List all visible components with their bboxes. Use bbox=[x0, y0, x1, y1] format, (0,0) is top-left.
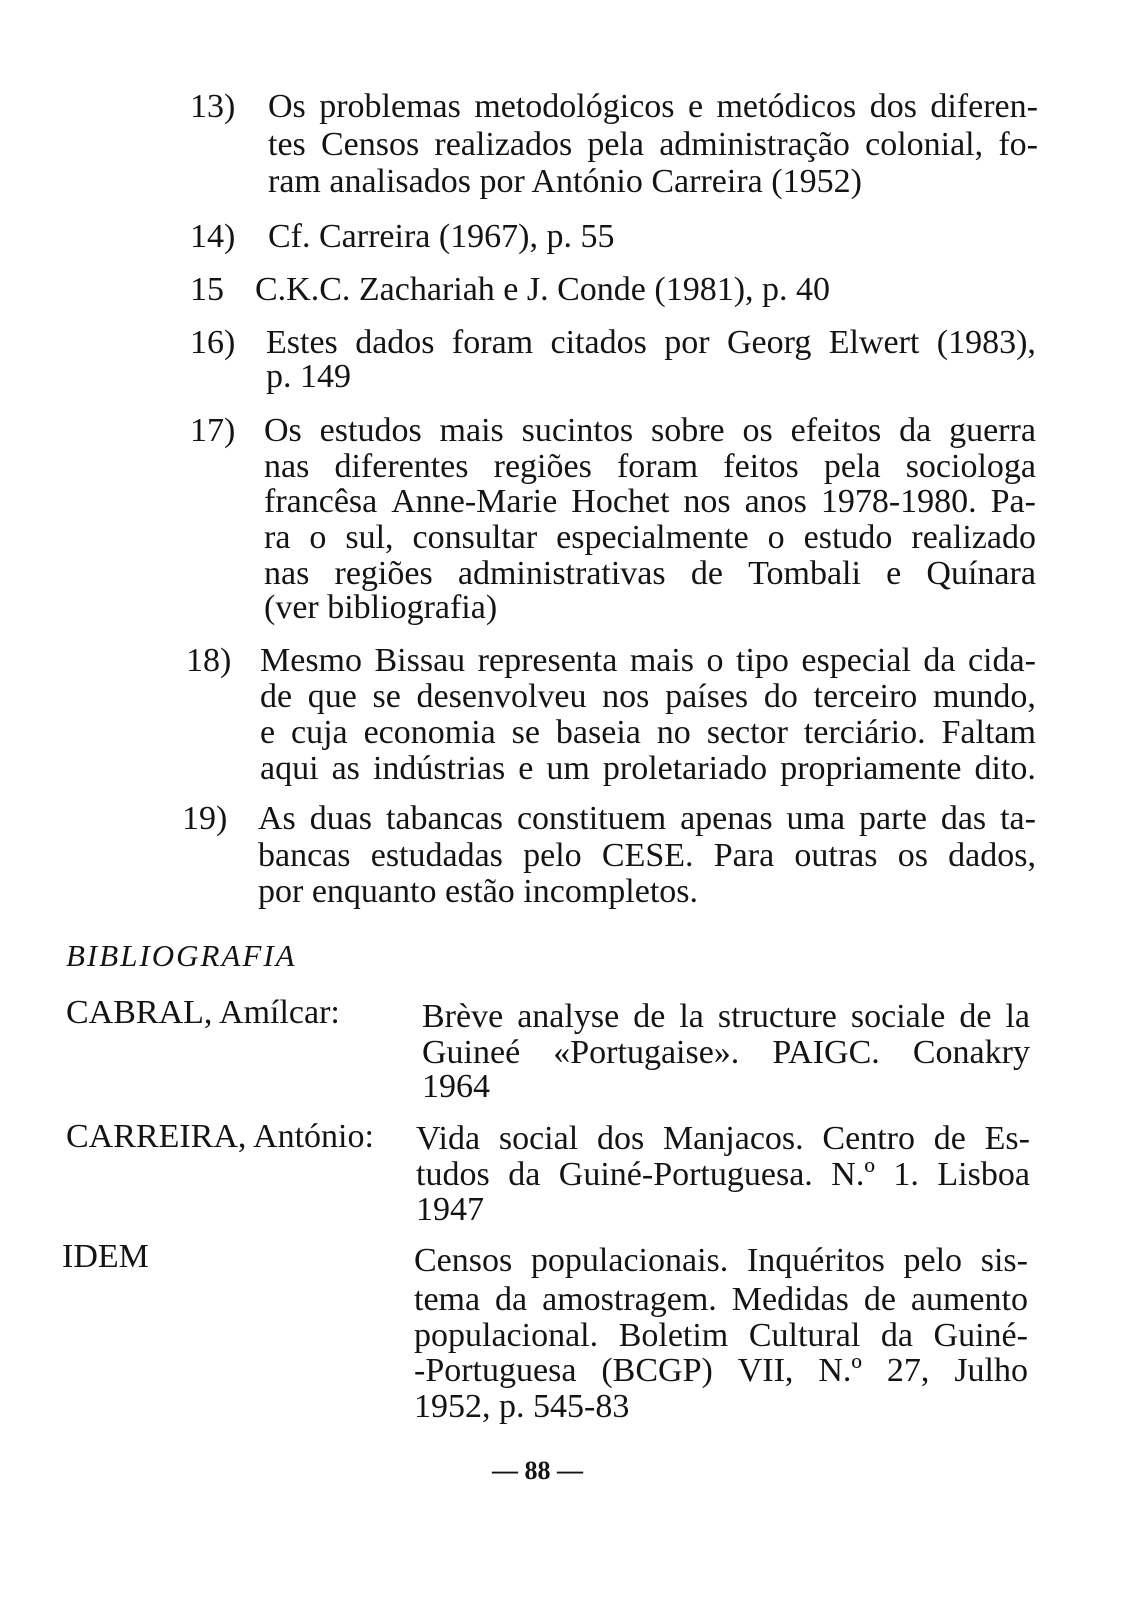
bibliography-entry-cabral-line-1 bbox=[422, 1000, 1030, 1034]
word: do bbox=[763, 678, 798, 715]
word: nos bbox=[602, 678, 650, 715]
word: mundo, bbox=[932, 678, 1036, 715]
word: 27, bbox=[886, 1352, 930, 1389]
word: o bbox=[706, 642, 724, 679]
word: -Portuguesa bbox=[414, 1352, 577, 1389]
bibliography-entry-idem-line-2 bbox=[414, 1283, 1028, 1317]
word: e bbox=[518, 750, 534, 787]
footnote-18-line-2 bbox=[260, 680, 1036, 714]
word: aqui bbox=[260, 750, 319, 787]
word: «Portugaise». bbox=[553, 1034, 740, 1071]
word: duas bbox=[309, 800, 373, 837]
word: feitos bbox=[723, 448, 799, 485]
word: por bbox=[664, 324, 710, 361]
word: colonial, bbox=[865, 126, 984, 163]
bibliography-entry-idem-line-3 bbox=[414, 1319, 1028, 1353]
word: bancas bbox=[258, 837, 351, 874]
footnote-17-line-1 bbox=[264, 414, 1036, 448]
word: os bbox=[897, 837, 928, 874]
word: Anne-Marie bbox=[391, 483, 558, 520]
word: populacional. bbox=[414, 1317, 599, 1354]
word: la bbox=[679, 998, 704, 1035]
word: VII, bbox=[737, 1352, 794, 1389]
word: no bbox=[656, 714, 691, 751]
word: sociologa bbox=[905, 448, 1036, 485]
word: da bbox=[899, 412, 932, 449]
word: proletariado bbox=[602, 750, 768, 787]
footnote-16-line-1 bbox=[266, 326, 1036, 360]
word: um bbox=[546, 750, 590, 787]
word: Boletim bbox=[618, 1317, 729, 1354]
word: Censos bbox=[320, 126, 420, 163]
word: se bbox=[372, 678, 401, 715]
word: tudos bbox=[416, 1156, 490, 1193]
word: pela bbox=[587, 126, 645, 163]
word: da bbox=[880, 1317, 913, 1354]
word: constituem bbox=[516, 800, 667, 837]
word: sociale bbox=[850, 998, 946, 1035]
word: cuja bbox=[291, 714, 348, 751]
word: metodológicos bbox=[474, 88, 675, 125]
word: efeitos bbox=[790, 412, 882, 449]
word: regiões bbox=[493, 448, 592, 485]
word: Mesmo bbox=[260, 642, 362, 679]
word: diferentes bbox=[334, 448, 469, 485]
word: problemas bbox=[319, 88, 461, 125]
word: o bbox=[309, 519, 327, 556]
footnote-17-line-4 bbox=[264, 521, 1036, 555]
word: da bbox=[495, 1281, 528, 1318]
word: Quínara bbox=[926, 555, 1036, 592]
word: Bissau bbox=[374, 642, 466, 679]
word: pelo bbox=[523, 837, 582, 874]
word: Guiné-Portuguesa. bbox=[558, 1156, 813, 1193]
word: cida- bbox=[967, 642, 1036, 679]
word: que bbox=[307, 678, 357, 715]
word: de bbox=[260, 678, 293, 715]
word: especialmente bbox=[556, 519, 749, 556]
footnote-17-line-5 bbox=[264, 557, 1036, 591]
footnote-18-number: 18) bbox=[186, 642, 232, 679]
footnote-16-line-2: p. 149 bbox=[266, 358, 351, 395]
word: baseia bbox=[555, 714, 641, 751]
word: Pa- bbox=[990, 483, 1036, 520]
word: Os bbox=[264, 412, 302, 449]
word: As bbox=[258, 800, 296, 837]
word: sul, bbox=[345, 519, 394, 556]
footnote-14-number: 14) bbox=[190, 218, 236, 255]
word: o bbox=[767, 519, 785, 556]
word: guerra bbox=[949, 412, 1036, 449]
footnote-17-line-2 bbox=[264, 450, 1036, 484]
word: e bbox=[886, 555, 902, 592]
word: la bbox=[1005, 998, 1030, 1035]
word: Elwert bbox=[828, 324, 920, 361]
word: ta- bbox=[1000, 800, 1036, 837]
footnote-13-line-1 bbox=[268, 90, 1038, 124]
bibliography-entry-carreira-line-1 bbox=[416, 1122, 1030, 1156]
footnote-14-line-1: Cf. Carreira (1967), p. 55 bbox=[268, 218, 615, 255]
word: as bbox=[331, 750, 360, 787]
word: de bbox=[633, 998, 666, 1035]
word: realizados bbox=[434, 126, 573, 163]
word: mais bbox=[439, 412, 504, 449]
word: realizado bbox=[911, 519, 1036, 556]
bibliography-author-idem: IDEM bbox=[62, 1238, 149, 1275]
footnote-19-number: 19) bbox=[182, 800, 228, 837]
bibliography-entry-idem-line-4 bbox=[414, 1354, 1028, 1388]
footnote-17-line-6: (ver bibliografia) bbox=[264, 589, 498, 626]
word: Conakry bbox=[912, 1034, 1030, 1071]
footnote-13-line-3: ram analisados por António Carreira (1952) bbox=[268, 163, 862, 200]
word: pelo bbox=[903, 1242, 963, 1279]
word: foram bbox=[451, 324, 534, 361]
word: administrativas bbox=[457, 555, 666, 592]
word: indústrias bbox=[372, 750, 506, 787]
bibliography-entry-idem-line-5: 1952, p. 545-83 bbox=[414, 1388, 630, 1425]
bibliography-author-cabral: CABRAL, Amílcar: bbox=[66, 994, 340, 1031]
word: consultar bbox=[412, 519, 538, 556]
word: citados bbox=[550, 324, 647, 361]
word: amostragem. bbox=[542, 1281, 717, 1318]
footnote-18-line-1 bbox=[260, 644, 1036, 678]
word: terciário. bbox=[803, 714, 926, 751]
word: economia bbox=[363, 714, 496, 751]
word: das bbox=[940, 800, 987, 837]
word: Inquéritos bbox=[746, 1242, 885, 1279]
word: sobre bbox=[650, 412, 725, 449]
footnote-17-line-3 bbox=[264, 485, 1036, 519]
word: N.º bbox=[818, 1352, 862, 1389]
word: Lisboa bbox=[937, 1156, 1030, 1193]
word: anos bbox=[744, 483, 807, 520]
footnote-15-number: 15 bbox=[190, 271, 224, 308]
word: de bbox=[690, 555, 723, 592]
word: Tombali bbox=[748, 555, 861, 592]
word: mais bbox=[629, 642, 695, 679]
word: Georg bbox=[726, 324, 812, 361]
word: desenvolveu bbox=[416, 678, 587, 715]
word: Medidas bbox=[731, 1281, 849, 1318]
footnote-19-line-3: por enquanto estão incompletos. bbox=[258, 873, 699, 910]
word: analyse bbox=[517, 998, 620, 1035]
word: representa bbox=[477, 642, 618, 679]
footnote-18-line-4 bbox=[260, 752, 1036, 786]
word: (1983), bbox=[936, 324, 1036, 361]
word: social bbox=[498, 1120, 579, 1157]
word: Vida bbox=[416, 1120, 481, 1157]
word: da bbox=[508, 1156, 541, 1193]
word: da bbox=[923, 642, 956, 679]
word: sucintos bbox=[521, 412, 634, 449]
word: francêsa bbox=[264, 483, 378, 520]
word: tipo bbox=[736, 642, 789, 679]
word: pela bbox=[823, 448, 881, 485]
bibliography-author-carreira: CARREIRA, António: bbox=[66, 1118, 374, 1155]
word: Os bbox=[268, 88, 306, 125]
footnote-19-line-2 bbox=[258, 839, 1036, 873]
word: aumento bbox=[910, 1281, 1028, 1318]
word: populacionais. bbox=[530, 1242, 729, 1279]
word: Guineé bbox=[422, 1034, 521, 1071]
word: Manjacos. bbox=[662, 1120, 804, 1157]
word: nas bbox=[264, 448, 310, 485]
footnote-18-line-3 bbox=[260, 716, 1036, 750]
word: uma bbox=[786, 800, 846, 837]
word: dito. bbox=[974, 750, 1036, 787]
word: outras bbox=[794, 837, 878, 874]
bibliography-entry-carreira-line-3: 1947 bbox=[416, 1191, 484, 1228]
word: parte bbox=[858, 800, 927, 837]
word: Estes bbox=[266, 324, 338, 361]
word: dados, bbox=[948, 837, 1036, 874]
word: sector bbox=[706, 714, 788, 751]
word: Hochet bbox=[571, 483, 670, 520]
word: N.º bbox=[831, 1156, 875, 1193]
word: administração bbox=[659, 126, 850, 163]
word: Para bbox=[713, 837, 775, 874]
word: PAIGC. bbox=[772, 1034, 880, 1071]
bibliography-entry-idem-line-1 bbox=[414, 1244, 1028, 1278]
word: se bbox=[511, 714, 540, 751]
word: ra bbox=[264, 519, 291, 556]
footnote-13-line-2 bbox=[268, 128, 1038, 162]
word: os bbox=[742, 412, 773, 449]
footnote-15-line-1: C.K.C. Zachariah e J. Conde (1981), p. 40 bbox=[255, 271, 831, 308]
word: tema bbox=[414, 1281, 481, 1318]
word: países bbox=[665, 678, 749, 715]
word: (BCGP) bbox=[601, 1352, 713, 1389]
word: e bbox=[687, 88, 704, 125]
word: tabancas bbox=[385, 800, 504, 837]
word: Censos bbox=[414, 1242, 513, 1279]
word: 1978-1980. bbox=[820, 483, 977, 520]
word: estudos bbox=[319, 412, 422, 449]
word: terceiro bbox=[813, 678, 918, 715]
word: estudo bbox=[803, 519, 893, 556]
word: especial bbox=[801, 642, 911, 679]
word: Brève bbox=[422, 998, 504, 1035]
word: Faltam bbox=[941, 714, 1036, 751]
word: Guiné- bbox=[933, 1317, 1028, 1354]
word: propriamente bbox=[780, 750, 962, 787]
bibliography-entry-cabral-line-2 bbox=[422, 1036, 1030, 1070]
page-number: — 88 — bbox=[492, 1456, 583, 1485]
word: e bbox=[260, 714, 276, 751]
word: de bbox=[959, 998, 992, 1035]
word: de bbox=[933, 1120, 966, 1157]
word: apenas bbox=[680, 800, 773, 837]
word: Es- bbox=[984, 1120, 1030, 1157]
word: structure bbox=[717, 998, 837, 1035]
footnote-16-number: 16) bbox=[190, 324, 236, 361]
word: regiões bbox=[334, 555, 433, 592]
word: diferen- bbox=[930, 88, 1038, 125]
word: sis- bbox=[980, 1242, 1028, 1279]
bibliography-entry-carreira-line-2 bbox=[416, 1158, 1030, 1192]
word: Julho bbox=[954, 1352, 1028, 1389]
word: 1. bbox=[893, 1156, 919, 1193]
word: dados bbox=[355, 324, 435, 361]
word: metódicos bbox=[716, 88, 857, 125]
footnote-17-number: 17) bbox=[190, 412, 236, 449]
bibliography-heading: BIBLIOGRAFIA bbox=[66, 938, 297, 973]
word: Centro bbox=[822, 1120, 915, 1157]
word: de bbox=[863, 1281, 896, 1318]
word: fo- bbox=[998, 126, 1038, 163]
word: foram bbox=[616, 448, 699, 485]
bibliography-entry-cabral-line-3: 1964 bbox=[422, 1068, 490, 1105]
footnote-19-line-1 bbox=[258, 802, 1036, 836]
word: nas bbox=[264, 555, 310, 592]
footnote-13-number: 13) bbox=[190, 88, 236, 125]
word: CESE. bbox=[601, 837, 694, 874]
word: dos bbox=[869, 88, 917, 125]
word: nos bbox=[683, 483, 731, 520]
word: Cultural bbox=[748, 1317, 861, 1354]
word: tes bbox=[268, 126, 306, 163]
word: dos bbox=[596, 1120, 645, 1157]
word: estudadas bbox=[370, 837, 503, 874]
